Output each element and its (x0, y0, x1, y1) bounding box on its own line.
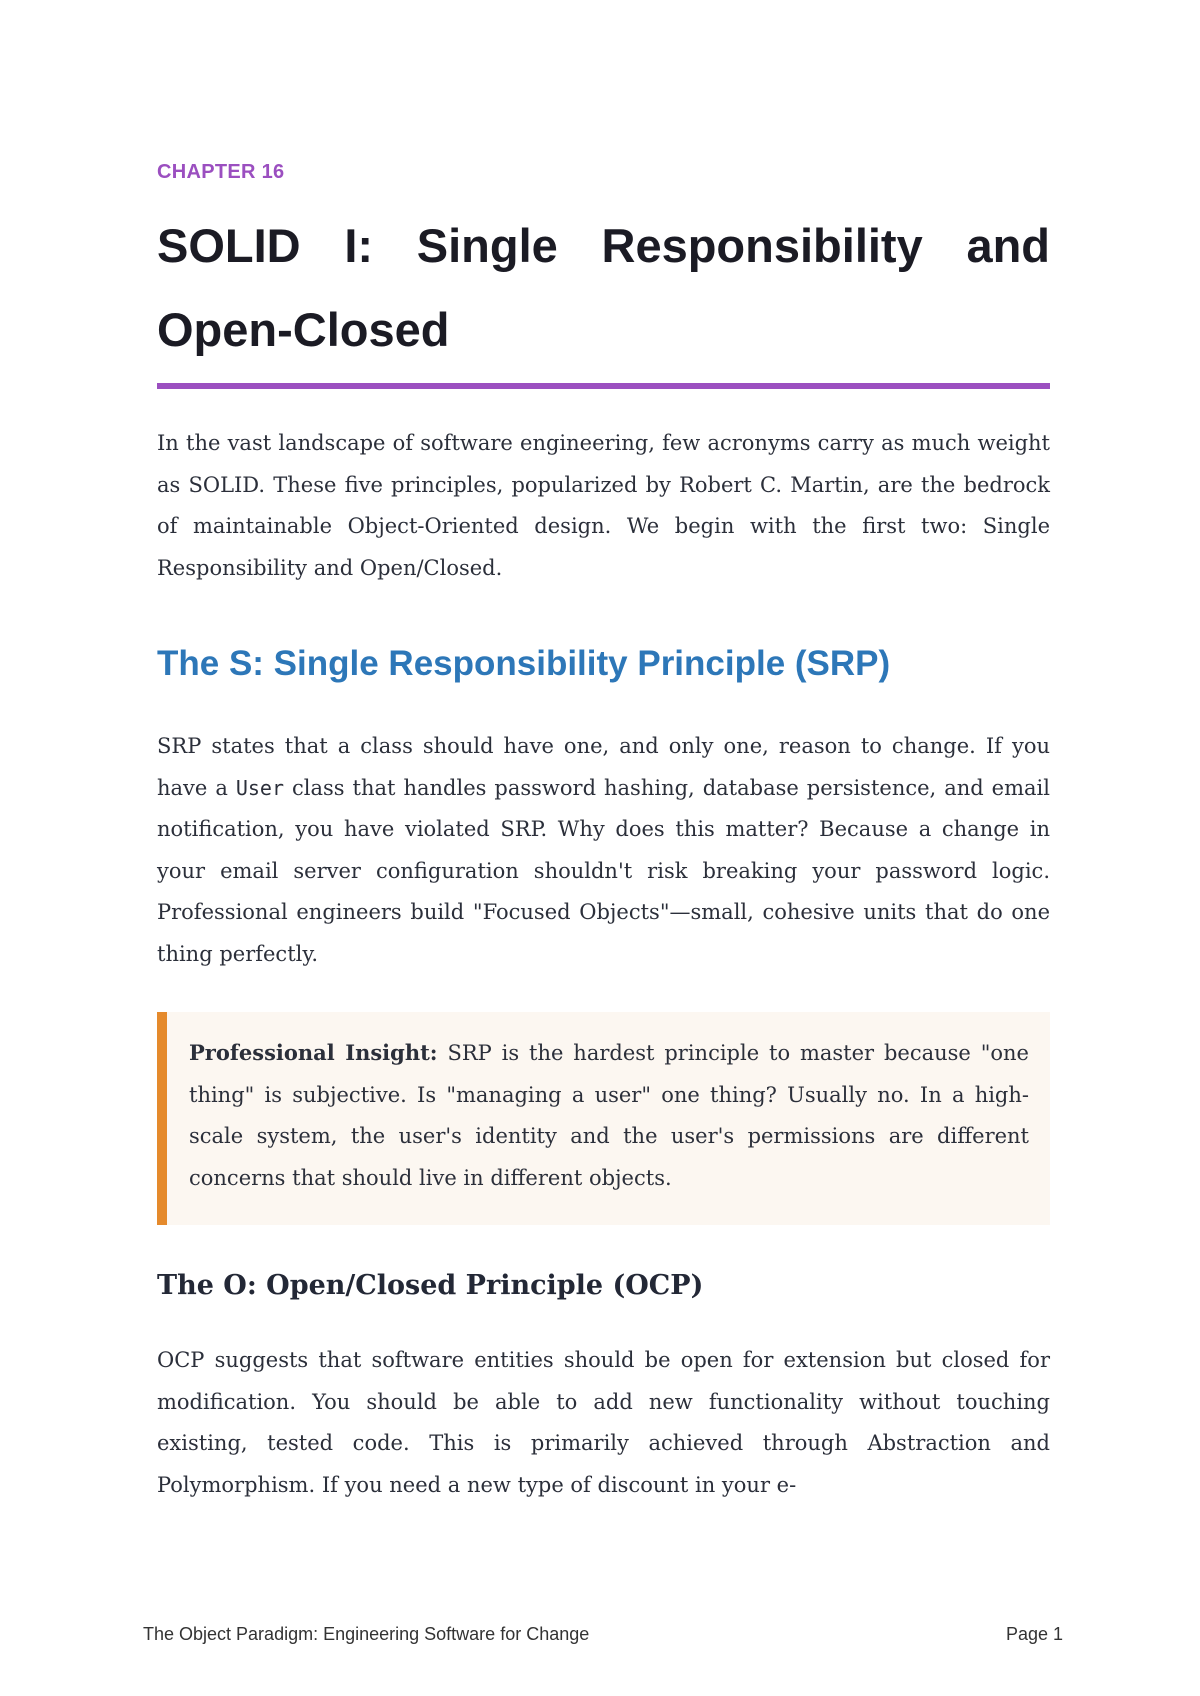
footer-page-number: Page 1 (1005, 1624, 1063, 1644)
srp-heading: The S: Single Responsibility Principle (SRP) (157, 644, 891, 683)
title-divider (157, 383, 1050, 389)
intro-paragraph: In the vast landscape of software engineering, few acronyms carry as much weight as SOLID. These five principles, popularized by Robert C. Martin, are the bedrock of maintainable Object-Oriented design. We begin with the first two: Single Responsibility and Open/Closed. (157, 431, 1050, 580)
professional-insight-callout (157, 1012, 1050, 1225)
chapter-label: CHAPTER 16 (157, 161, 285, 183)
srp-text-start: SRP states that a class should have one, and only one, reason to change. If you have a (157, 734, 1050, 800)
footer-book-title: The Object Paradigm: Engineering Software for Change (143, 1624, 590, 1644)
inline-code-user: User (235, 775, 285, 800)
callout-paragraph (189, 1032, 1029, 1199)
srp-text-end: class that handles password hashing, database persistence, and email notification, you have violated SRP. Why does this matter? Because a change in your email server configuration shouldn't risk breaking your password logic. Professional engineers build "Focused Objects"—small, cohesive units that do one thing perfectly. (157, 775, 1050, 966)
chapter-title: SOLID I: Single Responsibility and Open-Closed (157, 219, 1050, 356)
srp-paragraph (157, 726, 1050, 975)
callout-label: Professional Insight: (189, 1040, 438, 1065)
ocp-heading: The O: Open/Closed Principle (OCP) (157, 1270, 704, 1301)
callout-text: SRP is the hardest principle to master because "one thing" is subjective. Is "managing a user" one thing? Usually no. In a high-scale system, the user's identity and the user's permissions are different concerns that should live in different objects. (189, 1041, 1029, 1190)
ocp-paragraph: OCP suggests that software entities should be open for extension but closed for modification. You should be able to add new functionality without touching existing, tested code. This is primarily achieved through Abstraction and Polymorphism. If you need a new type of discount in your e- (157, 1348, 1050, 1497)
